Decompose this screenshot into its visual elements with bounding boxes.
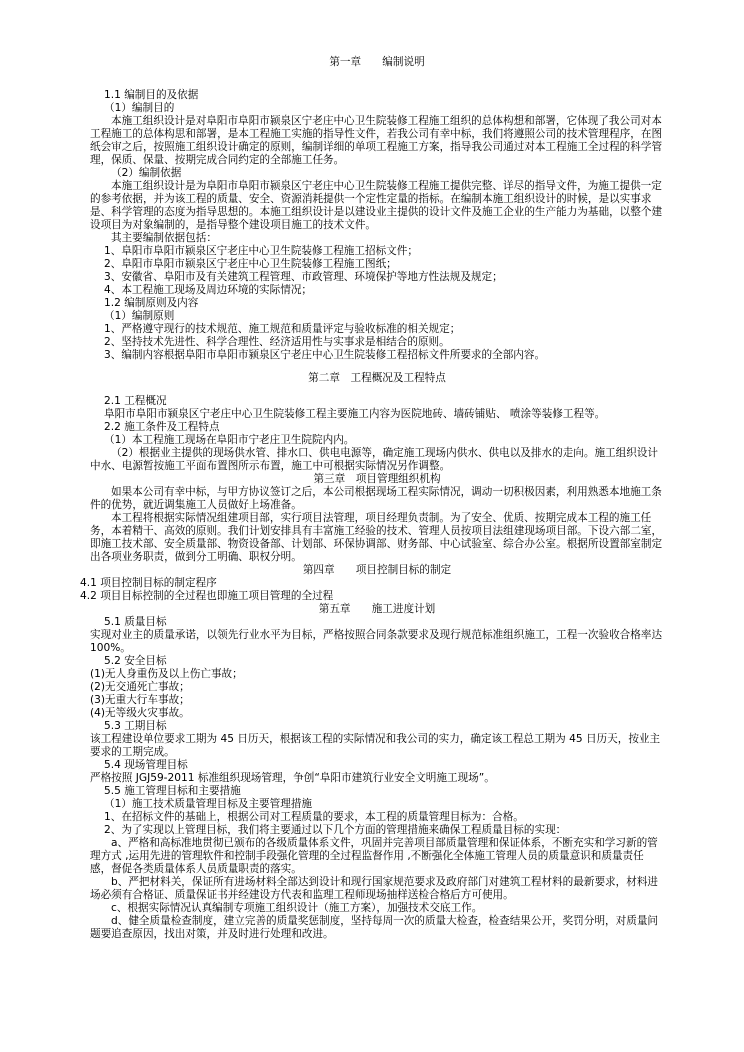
spacer bbox=[90, 69, 664, 79]
section-5-2-heading: 5.2 安全目标 bbox=[104, 655, 167, 667]
paragraph: 实现对业主的质量承诺，以领先行业水平为目标，严格按照合同条款要求及现行规范标准组织施工，工程一次验收合格率达 100%。 bbox=[90, 629, 663, 654]
section-5-3-heading: 5.3 工期目标 bbox=[104, 720, 167, 732]
list-item: (3)无重大行车事故； bbox=[90, 694, 190, 706]
list-item: 3、安徽省、阜阳市及有关建筑工程管理、市政管理、环境保护等地方性法规及规定； bbox=[104, 271, 503, 283]
paragraph: 如果本公司有幸中标，与甲方协议签订之后，本公司根据现场工程实际情况，调动一切积极因素，利用熟悉本地施工条件的优势，就近调集施工人员做好上场准备。 bbox=[90, 486, 662, 511]
list-item: (4)无等级火灾事故。 bbox=[90, 707, 190, 719]
chapter-2-title: 第二章 工程概况及工程特点 bbox=[308, 372, 446, 384]
list-item: 3、编制内容根据阜阳市阜阳市颍泉区宁老庄中心卫生院装修工程招标文件所要求的全部内容。 bbox=[104, 349, 546, 361]
chapter-3-title: 第三章 项目管理组织机构 bbox=[313, 473, 441, 485]
chapter-4-title: 第四章 项目控制目标的制定 bbox=[302, 564, 452, 576]
subsection-heading: （1）编制目的 bbox=[104, 102, 175, 114]
list-item: 4、本工程施工现场及周边环境的实际情况； bbox=[104, 284, 313, 296]
list-item: 1、严格遵守现行的技术规范、施工规范和质量评定与验收标准的相关规定； bbox=[104, 323, 461, 335]
paragraph: （2）根据业主提供的现场供水管、排水口、供电电源等，确定施工现场内供水、供电以及排水的走向。施工组织设计中水、电源暂按施工平面布置图所示布置，施工中可根据实际情况另作调整。 bbox=[90, 447, 659, 472]
section-4-2-line: 4.2 项目目标控制的全过程也即施工项目管理的全过程 bbox=[80, 590, 334, 602]
subsection-heading: （1）施工技术质量管理目标及主要管理措施 bbox=[104, 798, 313, 810]
paragraph: 阜阳市阜阳市颍泉区宁老庄中心卫生院装修工程主要施工内容为医院地砖、墙砖铺贴、 喷涂等装修工程等。 bbox=[104, 408, 606, 420]
paragraph: a、严格和高标准地贯彻已颁布的各级质量体系文件，巩固并完善项目部质量管理和保证体系，不断充实和学习新的管理方式 ,运用先进的管理软件和控制手段强化管理的全过程监督作用 ,不断强化全体施工管理人员的质量意识和质量责任感，督促各类质量体系人员质量职责的落实。 bbox=[90, 837, 658, 875]
paragraph: 严格按照 JGJ59-2011 标准组织现场管理，争创“阜阳市建筑行业安全文明施工现场”。 bbox=[90, 772, 495, 784]
spacer bbox=[90, 362, 664, 372]
section-5-5-heading: 5.5 施工管理目标和主要措施 bbox=[104, 785, 241, 797]
subsection-heading: （1）编制原则 bbox=[104, 310, 175, 322]
section-4-1-line: 4.1 项目控制目标的制定程序 bbox=[80, 577, 217, 589]
list-item: 2、为了实现以上管理目标，我们将主要通过以下几个方面的管理措施来确保工程质量目标的实现： bbox=[104, 824, 567, 836]
section-1-2-heading: 1.2 编制原则及内容 bbox=[104, 297, 199, 309]
section-5-1-heading: 5.1 质量目标 bbox=[104, 616, 167, 628]
list-item: 2、坚持技术先进性、科学合理性、经济适用性与实事求是相结合的原则。 bbox=[104, 336, 450, 348]
paragraph: 其主要编制依据包括： bbox=[111, 232, 217, 244]
section-2-2-heading: 2.2 施工条件及工程特点 bbox=[104, 421, 220, 433]
document-body bbox=[80, 56, 664, 941]
list-item: (2)无交通死亡事故； bbox=[90, 681, 190, 693]
paragraph: 该工程建设单位要求工期为 45 日历天，根据该工程的实际情况和我公司的实力，确定该工程总工期为 45 日历天，按业主要求的工期完成。 bbox=[90, 733, 661, 758]
chapter-5-title: 第五章 施工进度计划 bbox=[318, 603, 436, 615]
spacer bbox=[90, 79, 664, 89]
paragraph: d、健全质量检查制度，建立完善的质量奖惩制度，坚持每周一次的质量大检查，检查结果公开，奖罚分明，对质量问题要追查原因，找出对策，并及时进行处理和改进。 bbox=[90, 915, 659, 940]
paragraph: 本工程将根据实际情况组建项目部，实行项目法管理，项目经理负责制。为了安全、优质、按期完成本工程的施工任务，本着精干、高效的原则。我们计划安排具有丰富施工经验的技术、管理人员按项目法组建现场项目部。下设六部二室，即施工技术部、安全质量部、物资设备部、计划部、环保协调部、财务部、中心试验室、综合办公室。根据所设置部室制定出各项业务职责，做到分工明确、职权分明。 bbox=[90, 512, 663, 563]
paragraph: 本施工组织设计是为阜阳市阜阳市颍泉区宁老庄中心卫生院装修工程施工提供完整、详尽的指导文件，为施工提供一定的参考依据，并为该工程的质量、安全、资源消耗提供一个定性定量的指标。在编制本施工组织设计的时候，是以实事求是、科学管理的态度为指导思想的。本施工组织设计是以建设业主提供的设计文件及施工企业的生产能力为基础，以整个建设项目为对象编制的，是指导整个建设项目施工的技术文件。 bbox=[90, 180, 663, 231]
list-item: (1)无人身重伤及以上伤亡事故； bbox=[90, 668, 243, 680]
spacer bbox=[90, 385, 664, 395]
list-item: 1、阜阳市阜阳市颍泉区宁老庄中心卫生院装修工程施工招标文件； bbox=[104, 245, 418, 257]
chapter-1-title: 第一章 编制说明 bbox=[329, 56, 425, 68]
section-1-1-heading: 1.1 编制目的及依据 bbox=[104, 89, 199, 101]
section-2-1-heading: 2.1 工程概况 bbox=[104, 395, 167, 407]
list-item: 2、阜阳市阜阳市颍泉区宁老庄中心卫生院装修工程施工图纸； bbox=[104, 258, 397, 270]
list-item: 1、在招标文件的基础上，根据公司对工程质量的要求，本工程的质量管理目标为：合格。 bbox=[104, 811, 524, 823]
paragraph: （1）本工程施工现场在阜阳市宁老庄卫生院院内内。 bbox=[104, 434, 355, 446]
paragraph: 本施工组织设计是对阜阳市阜阳市颍泉区宁老庄中心卫生院装修工程施工组织的总体构想和部署，它体现了我公司对本工程施工的总体构思和部署，是本工程施工实施的指导性文件，若我公司有幸中标，我们将遵照公司的技术管理程序，在图纸会审之后，按照施工组织设计确定的原则，编制详细的单项工程施工方案，指导我公司通过对本工程施工全过程的科学管理，保质、保量、按期完成合同约定的全部施工任务。 bbox=[90, 115, 663, 166]
section-5-4-heading: 5.4 现场管理目标 bbox=[104, 759, 188, 771]
paragraph: c、根据实际情况认真编制专项施工组织设计（施工方案），加强技术交底工作。 bbox=[111, 902, 483, 914]
subsection-heading: （2）编制依据 bbox=[111, 167, 182, 179]
paragraph: b、严把材料关，保证所有进场材料全部达到设计和现行国家规范要求及政府部门对建筑工程材料的最新要求，材料进场必须有合格证、质量保证书并经建设方代表和监理工程师现场抽样送检合格后方可使用。 bbox=[90, 876, 659, 901]
